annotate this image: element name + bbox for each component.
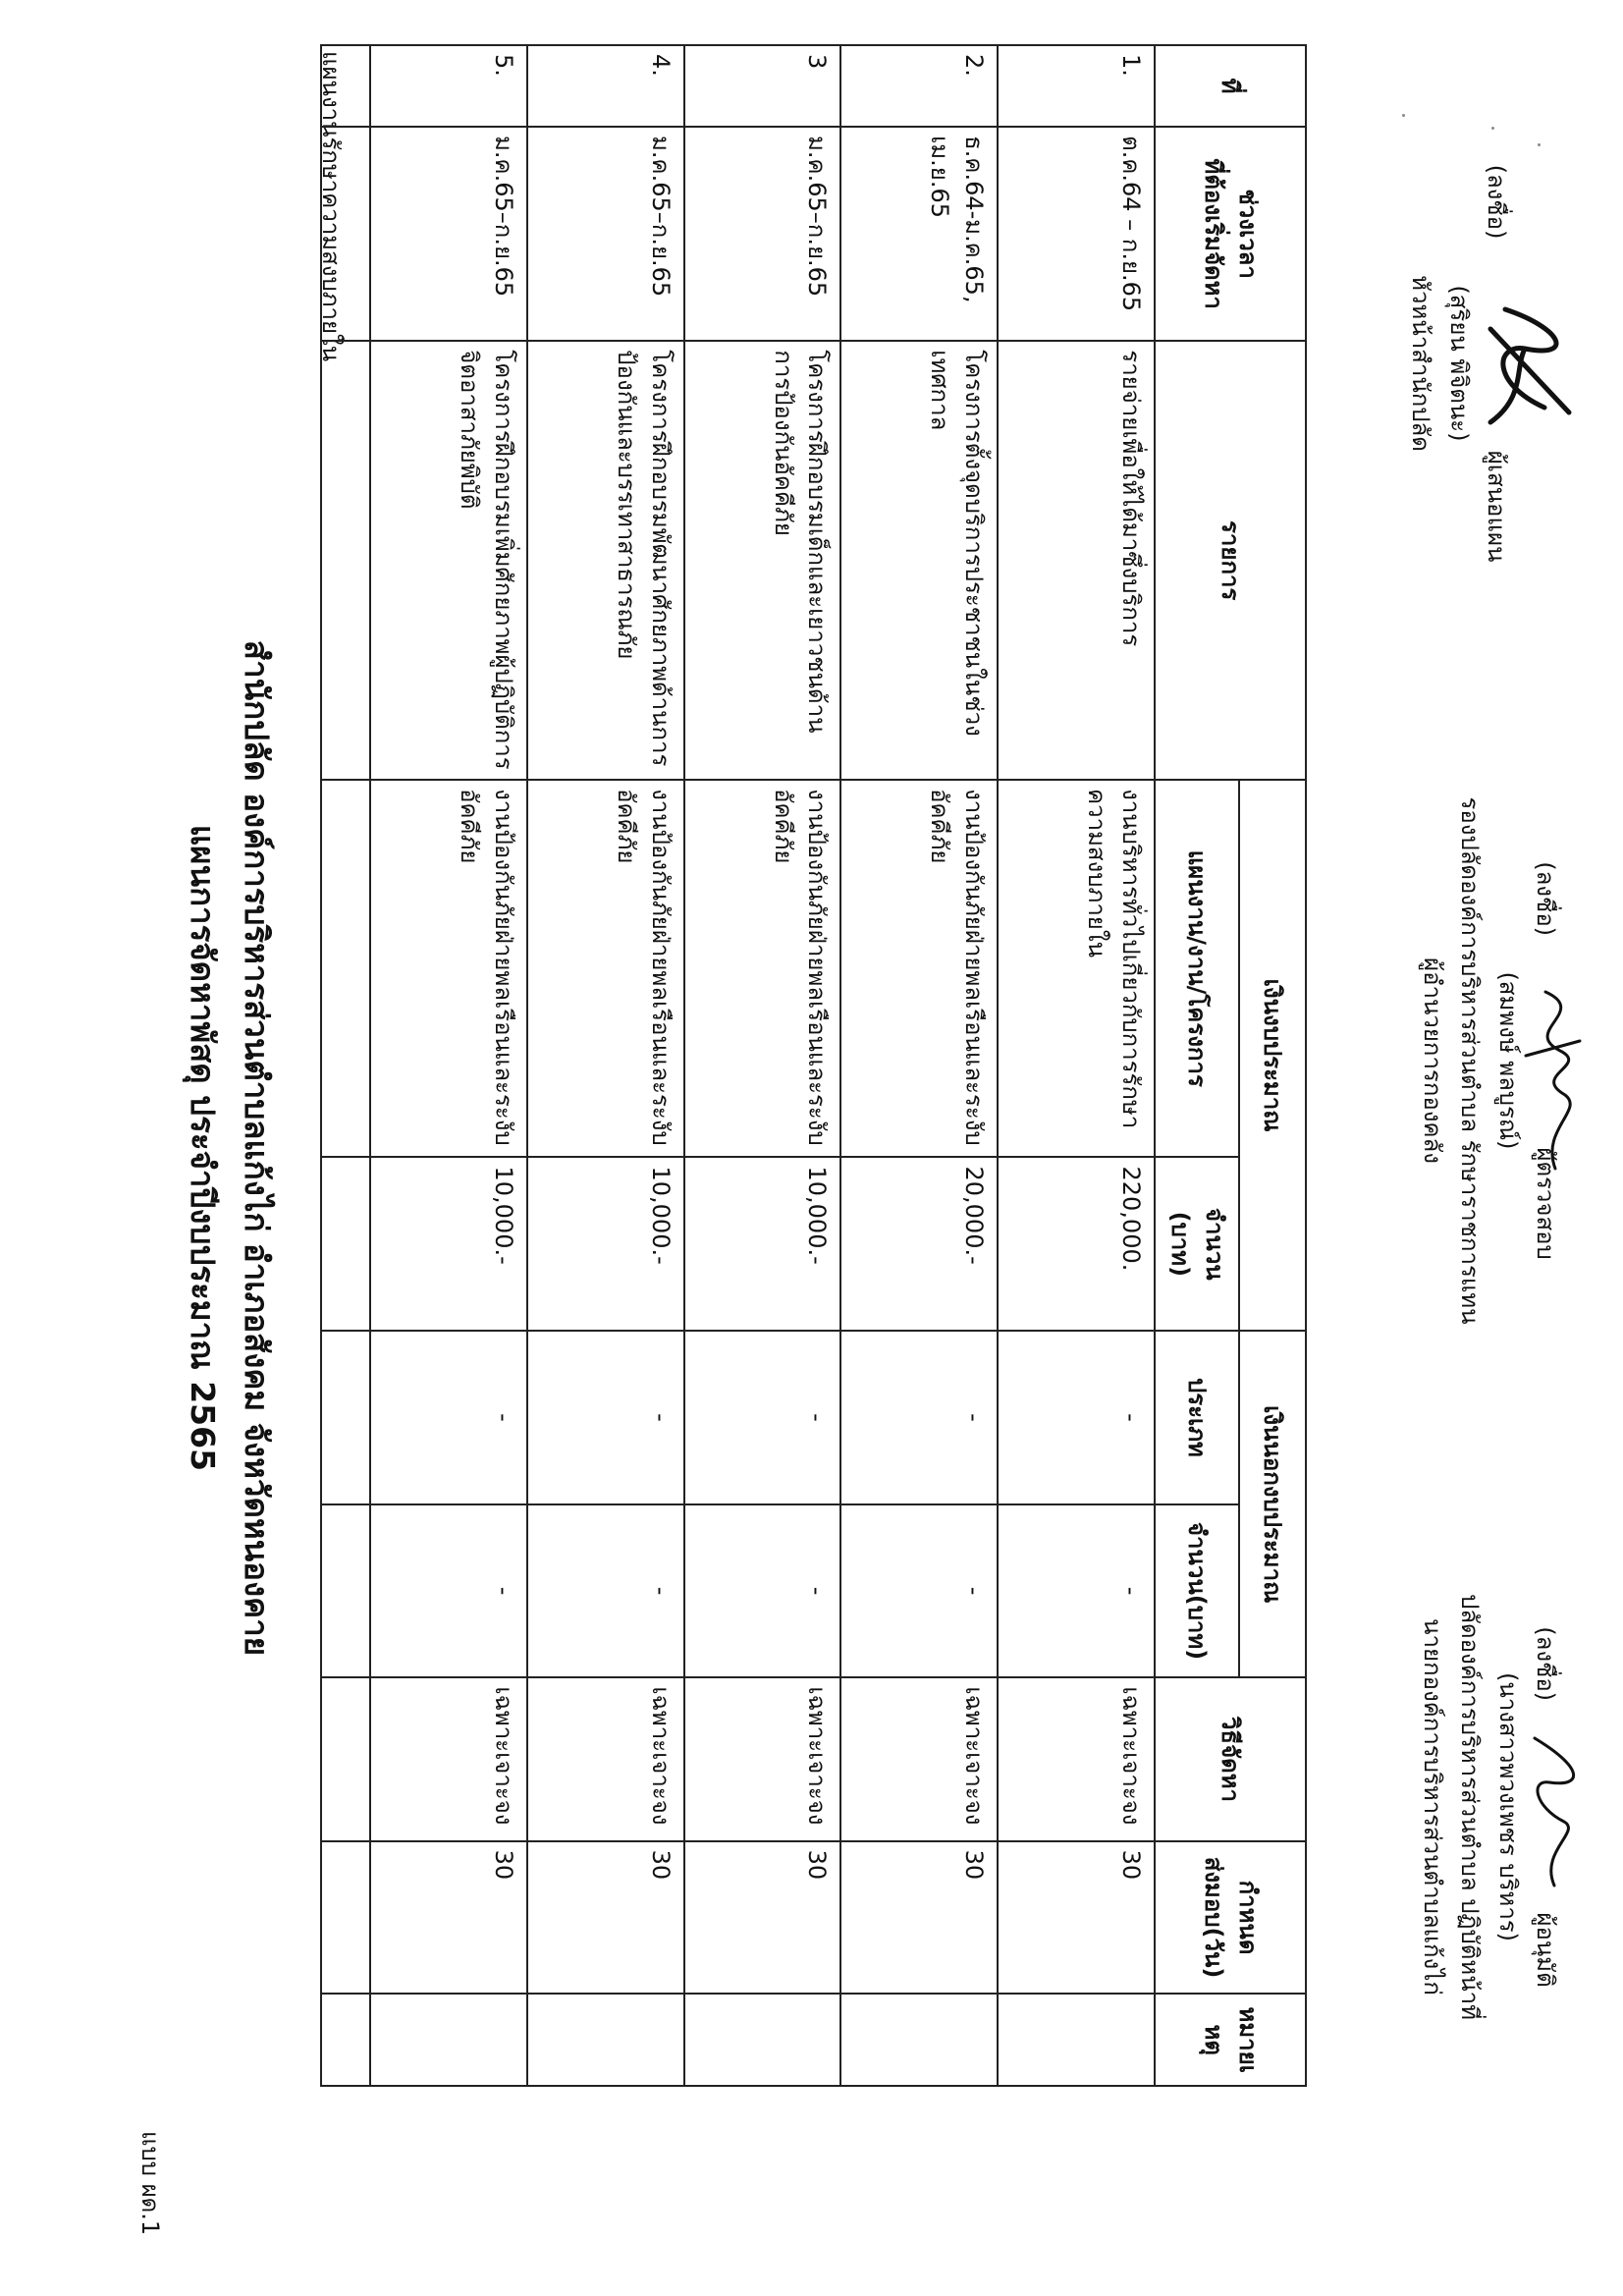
reviewer-signature-block: [1413, 687, 1564, 1434]
row-remark: [527, 1994, 684, 2086]
row-offbudget-amount: -: [370, 1504, 527, 1678]
row-offbudget-type: -: [684, 1331, 841, 1504]
row-period: ม.ค.65–ก.ย.65: [527, 127, 684, 341]
row-offbudget-type: -: [370, 1331, 527, 1504]
reviewer-signature-mark: [1511, 982, 1599, 1178]
approver-position-2: นายกองค์การบริหารส่วนตำบลแก้งไก่: [1418, 1618, 1446, 1995]
header-remark: หมายเหตุ: [1155, 1994, 1306, 2086]
row-period: ม.ค.65–ก.ย.65: [684, 127, 841, 341]
table-row: [527, 45, 684, 2086]
row-period: ต.ค.64 – ก.ย.65: [998, 127, 1155, 341]
row-item: รายจ่ายเพื่อให้ได้มาซึ่งบริการ: [998, 341, 1155, 780]
row-amount: 20,000.-: [840, 1157, 998, 1331]
reviewer-name: (สมพงษ์ พลบูรณ์): [1493, 971, 1522, 1150]
header-period-text: ช่วงเวลา ที่ต้องเริ่มจัดหา: [1200, 158, 1262, 309]
row-offbudget-type: -: [527, 1331, 684, 1504]
row-amount: 10,000.-: [527, 1157, 684, 1331]
header-offbudget-group: เงินนอกงบประมาณ: [1239, 1331, 1306, 1677]
row-method: [321, 1677, 370, 1840]
table-row: [840, 45, 998, 2086]
row-remark: [840, 1994, 998, 2086]
row-offbudget-amount: -: [840, 1504, 998, 1678]
header-offbudget-type: ประเภท: [1155, 1331, 1239, 1504]
row-period: ธ.ค.64-ม.ค.65, เม.ย.65: [840, 127, 998, 341]
document-subtitle: สำนักปลัด องค์การบริหารส่วนตำบลแก้งไก่ อำเภอสังคม จังหวัดหนองคาย: [238, 639, 276, 1657]
row-delivery: 30: [684, 1841, 841, 1995]
header-delivery: [1155, 1841, 1306, 1995]
row-plan: งานบริหารทั่วไปเกี่ยวกับการรักษาความสงบภายใน: [998, 780, 1155, 1157]
row-offbudget-amount: -: [998, 1504, 1155, 1678]
row-plan: งานป้องกันภัยฝ่ายพลเรือนและระงับอัคคีภัย: [527, 780, 684, 1157]
row-amount: 10,000.-: [370, 1157, 527, 1331]
row-no: 4.: [527, 45, 684, 127]
proposer-signature-mark: [1476, 290, 1584, 437]
row-period: [321, 127, 370, 341]
row-method: เฉพาะเจาะจง: [998, 1677, 1155, 1840]
approver-signature-block: [1413, 1503, 1564, 2111]
row-period: ม.ค.65–ก.ย.65: [370, 127, 527, 341]
table-row-empty: [321, 45, 370, 2086]
row-plan: งานป้องกันภัยฝ่ายพลเรือนและระงับอัคคีภัย: [840, 780, 998, 1157]
row-amount: [321, 1157, 370, 1331]
row-no: 5.: [370, 45, 527, 127]
proposer-sign-prefix: (ลงชื่อ): [1483, 164, 1510, 240]
row-remark: [370, 1994, 527, 2086]
row-delivery: [321, 1841, 370, 1995]
row-offbudget-type: -: [840, 1331, 998, 1504]
row-method: เฉพาะเจาะจง: [684, 1677, 841, 1840]
row-delivery: 30: [998, 1841, 1155, 1995]
row-item: โครงการฝึกอบรมเด็กและเยาวชนด้านการป้องกันอัคคีภัย: [684, 341, 841, 780]
row-delivery: 30: [527, 1841, 684, 1995]
approver-sign-prefix: (ลงชื่อ): [1532, 1626, 1559, 1702]
header-budget-plan: แผนงาน/งาน/โครงการ: [1155, 780, 1239, 1157]
reviewer-sign-prefix: (ลงชื่อ): [1532, 861, 1559, 937]
row-amount: 10,000.-: [684, 1157, 841, 1331]
reviewer-position-2: ผู้อำนวยการกองคลัง: [1418, 957, 1446, 1164]
proposer-position: หัวหน้าสำนักปลัด: [1407, 275, 1435, 452]
table-row: [998, 45, 1155, 2086]
row-item: โครงการตั้งจุดบริการประชาชนในช่วงเทศกาล: [840, 341, 998, 780]
row-method: เฉพาะเจาะจง: [527, 1677, 684, 1840]
row-offbudget-amount: -: [527, 1504, 684, 1678]
approver-name: (นางสาวพวงเพชร บริหาร): [1493, 1671, 1522, 1942]
row-remark: [321, 1994, 370, 2086]
proposer-name: (สุริยน พิจิตนะ): [1444, 285, 1473, 442]
header-delivery-text: กำหนด ส่งมอบ(วัน): [1200, 1856, 1262, 1979]
row-delivery: 30: [370, 1841, 527, 1995]
plan-label: แผนงานรักษาความสงบภายใน: [317, 51, 345, 362]
row-method: เฉพาะเจาะจง: [840, 1677, 998, 1840]
header-no: ที่: [1155, 45, 1306, 127]
row-plan: งานป้องกันภัยฝ่ายพลเรือนและระงับอัคคีภัย: [684, 780, 841, 1157]
form-code: แบบ ผด.1: [136, 2131, 164, 2236]
procurement-plan-table: [320, 44, 1307, 2087]
header-budget-amount: [1155, 1157, 1239, 1331]
row-remark: [998, 1994, 1155, 2086]
row-remark: [684, 1994, 841, 2086]
row-plan: งานป้องกันภัยฝ่ายพลเรือนและระงับอัคคีภัย: [370, 780, 527, 1157]
header-period: [1155, 127, 1306, 341]
document-title: แผนการจัดหาพัสดุ ประจำปีงบประมาณ 2565: [184, 824, 222, 1472]
proposer-sign-suffix: ผู้เสนอแผน: [1483, 450, 1510, 563]
header-budget-amount-text: จำนวน (บาท): [1166, 1207, 1228, 1281]
header-item: รายการ: [1155, 341, 1306, 780]
table-row: [370, 45, 527, 2086]
row-no: 3: [684, 45, 841, 127]
row-no: 2.: [840, 45, 998, 127]
row-offbudget-amount: [321, 1504, 370, 1678]
row-plan: [321, 780, 370, 1157]
header-offbudget-amount: จำนวน(บาท): [1155, 1504, 1239, 1678]
proposer-signature-block: [1402, 108, 1515, 619]
approver-sign-suffix: ผู้อนุมัติ: [1532, 1912, 1559, 1988]
row-item: [321, 341, 370, 780]
row-offbudget-type: -: [998, 1331, 1155, 1504]
row-delivery: 30: [840, 1841, 998, 1995]
row-no: 1.: [998, 45, 1155, 127]
row-no: [321, 45, 370, 127]
row-item: โครงการฝึกอบรมพัฒนาศักยภาพด้านการป้องกันและบรรเทาสาธารณภัย: [527, 341, 684, 780]
approver-position: ปลัดองค์การบริหารส่วนตำบล ปฏิบัติหน้าที่: [1456, 1594, 1485, 2020]
header-budget-group: เงินงบประมาณ: [1239, 780, 1306, 1331]
header-method: วิธีจัดหา: [1155, 1677, 1306, 1840]
approver-signature-mark: [1515, 1728, 1594, 1895]
row-amount: 220,000.: [998, 1157, 1155, 1331]
reviewer-position: รองปลัดองค์การบริหารส่วนตำบล รักษาราชการแทน: [1456, 796, 1485, 1325]
row-offbudget-amount: -: [684, 1504, 841, 1678]
reviewer-sign-suffix: ผู้ตรวจสอบ: [1532, 1147, 1559, 1260]
table-row: [684, 45, 841, 2086]
row-item: โครงการฝึกอบรมเพิ่มศักยภาพผู้ปฏิบัติการจิตอาสาภัยพิบัติ: [370, 341, 527, 780]
row-offbudget-type: [321, 1331, 370, 1504]
row-method: เฉพาะเจาะจง: [370, 1677, 527, 1840]
